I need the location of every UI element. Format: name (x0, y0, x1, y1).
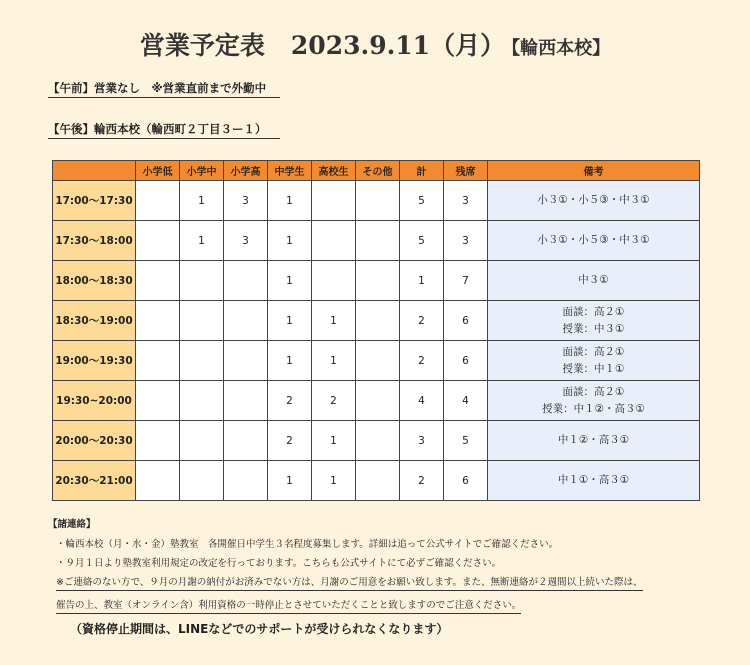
title-school: 【輪西本校】 (511, 38, 611, 59)
count-cell-seats: 6 (444, 301, 488, 341)
table-body (53, 181, 700, 501)
count-cell-total: 5 (400, 221, 444, 261)
count-cell-jhs: 1 (268, 261, 312, 301)
time-slot-cell: 20:00〜20:30 (53, 421, 136, 461)
title-text: 営業予定表 (139, 31, 265, 60)
count-cell-hs: 1 (312, 421, 356, 461)
count-cell-seats: 3 (444, 181, 488, 221)
note-cell (488, 461, 700, 501)
schedule-table (52, 160, 700, 501)
count-cell-mid: 1 (180, 221, 224, 261)
count-cell-hs (312, 221, 356, 261)
title-date: 2023.9.11（月） (290, 31, 506, 60)
time-slot-cell: 17:30〜18:00 (53, 221, 136, 261)
notices-section (48, 516, 728, 611)
column-header: その他 (356, 161, 400, 181)
table-row (53, 381, 700, 421)
count-cell-jhs: 1 (268, 341, 312, 381)
count-cell-jhs: 1 (268, 221, 312, 261)
count-cell-hs: 1 (312, 301, 356, 341)
count-cell-low (136, 181, 180, 221)
count-cell-jhs: 1 (268, 181, 312, 221)
count-cell-total: 2 (400, 301, 444, 341)
notice-line: ・輪西本校（月・水・金）塾教室 各開催日中学生３名程度募集します。詳細は追って公式サイトでご確認ください。 (56, 539, 559, 550)
note-line: 中１①・高３① (557, 474, 630, 486)
column-header: 小学中 (180, 161, 224, 181)
note-line: 小３①・小５③・中３① (537, 194, 650, 206)
count-cell-hs (312, 261, 356, 301)
count-cell-low (136, 221, 180, 261)
count-cell-hs: 1 (312, 341, 356, 381)
table-row (53, 181, 700, 221)
count-cell-seats: 6 (444, 341, 488, 381)
note-line: 小３①・小５③・中３① (537, 234, 650, 246)
time-slot-cell: 19:00〜19:30 (53, 341, 136, 381)
closing-note: （資格停止期間は、LINEなどでのサポートが受けられなくなります） (70, 622, 449, 636)
count-cell-hs (312, 181, 356, 221)
count-cell-mid (180, 341, 224, 381)
notice-text: 催告の上、教室（オンライン含）利用資格の一時停止とさせていただくことと致しますのでご注意ください。 (56, 600, 521, 614)
notices-title: 【諸連絡】 (48, 519, 96, 530)
table-row (53, 221, 700, 261)
table-row (53, 461, 700, 501)
notice-line: ・９月１日より塾教室利用規定の改定を行っております。こちらも公式サイトにて必ずご確認ください。 (56, 558, 502, 569)
count-cell-high (224, 341, 268, 381)
count-cell-other (356, 181, 400, 221)
count-cell-other (356, 261, 400, 301)
time-slot-cell: 18:30〜19:00 (53, 301, 136, 341)
note-cell (488, 381, 700, 421)
table-row (53, 301, 700, 341)
count-cell-low (136, 261, 180, 301)
count-cell-hs: 2 (312, 381, 356, 421)
note-line: 中３① (578, 274, 609, 286)
count-cell-other (356, 421, 400, 461)
note-line: 授業：中１②・高３① (542, 402, 645, 415)
count-cell-total: 5 (400, 181, 444, 221)
notice-text: ※ご連絡のない方で、９月の月謝の納付がお済みでない方は、月謝のご用意をお願い致します。また、無断連絡が２週間以上続いた際は、 (56, 577, 643, 591)
table-row (53, 341, 700, 381)
count-cell-low (136, 341, 180, 381)
morning-session: 【午前】営業なし ※営業直前まで外勤中 (48, 80, 280, 98)
column-header: 小学低 (136, 161, 180, 181)
count-cell-seats: 4 (444, 381, 488, 421)
table-header-row (53, 161, 700, 181)
note-line: 授業：中３① (562, 322, 625, 335)
count-cell-other (356, 381, 400, 421)
count-cell-jhs: 1 (268, 461, 312, 501)
count-cell-mid (180, 461, 224, 501)
page-title (0, 26, 750, 62)
column-header (53, 161, 136, 181)
count-cell-low (136, 461, 180, 501)
note-line: 面談：高２① (562, 305, 625, 318)
column-header: 中学生 (268, 161, 312, 181)
count-cell-other (356, 341, 400, 381)
count-cell-total: 3 (400, 421, 444, 461)
count-cell-total: 1 (400, 261, 444, 301)
column-header: 計 (400, 161, 444, 181)
note-cell (488, 221, 700, 261)
count-cell-high (224, 301, 268, 341)
table-row (53, 421, 700, 461)
count-cell-seats: 5 (444, 421, 488, 461)
count-cell-other (356, 221, 400, 261)
note-cell (488, 181, 700, 221)
note-line: 中１②・高３① (557, 434, 630, 446)
count-cell-seats: 6 (444, 461, 488, 501)
notice-line (56, 574, 643, 588)
count-cell-mid (180, 381, 224, 421)
count-cell-high: 3 (224, 221, 268, 261)
count-cell-high (224, 261, 268, 301)
count-cell-high (224, 381, 268, 421)
note-cell (488, 421, 700, 461)
count-cell-jhs: 1 (268, 301, 312, 341)
time-slot-cell: 19:30~20:00 (53, 381, 136, 421)
count-cell-mid (180, 421, 224, 461)
count-cell-jhs: 2 (268, 381, 312, 421)
count-cell-high: 3 (224, 181, 268, 221)
column-header: 小学高 (224, 161, 268, 181)
column-header: 残席 (444, 161, 488, 181)
count-cell-seats: 7 (444, 261, 488, 301)
note-line: 面談：高２① (562, 345, 625, 358)
count-cell-total: 2 (400, 341, 444, 381)
time-slot-cell: 20:30〜21:00 (53, 461, 136, 501)
column-header: 備考 (488, 161, 700, 181)
count-cell-seats: 3 (444, 221, 488, 261)
count-cell-jhs: 2 (268, 421, 312, 461)
count-cell-mid: 1 (180, 181, 224, 221)
count-cell-high (224, 461, 268, 501)
count-cell-total: 2 (400, 461, 444, 501)
count-cell-total: 4 (400, 381, 444, 421)
count-cell-mid (180, 261, 224, 301)
notice-line (56, 597, 521, 611)
count-cell-low (136, 381, 180, 421)
count-cell-other (356, 461, 400, 501)
count-cell-other (356, 301, 400, 341)
note-cell (488, 301, 700, 341)
afternoon-session: 【午後】輪西本校（輪西町２丁目３ー１） (48, 121, 280, 139)
time-slot-cell: 17:00〜17:30 (53, 181, 136, 221)
note-cell (488, 261, 700, 301)
note-line: 面談：高２① (562, 385, 625, 398)
count-cell-hs: 1 (312, 461, 356, 501)
count-cell-low (136, 301, 180, 341)
note-cell (488, 341, 700, 381)
note-line: 授業：中１① (562, 362, 625, 375)
count-cell-mid (180, 301, 224, 341)
count-cell-high (224, 421, 268, 461)
count-cell-low (136, 421, 180, 461)
column-header: 高校生 (312, 161, 356, 181)
table-row (53, 261, 700, 301)
time-slot-cell: 18:00〜18:30 (53, 261, 136, 301)
